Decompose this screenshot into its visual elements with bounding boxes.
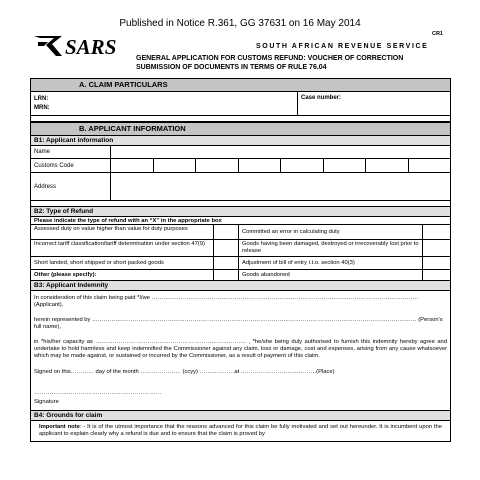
- address-row: [31, 173, 450, 201]
- b2-header: B2: Type of Refund: [31, 207, 450, 217]
- customs-code-cells: [111, 159, 450, 172]
- refund-row: [31, 240, 450, 257]
- refund-option-checkbox[interactable]: [423, 257, 450, 269]
- refund-row: [31, 270, 450, 281]
- customs-code-cell[interactable]: [324, 159, 367, 172]
- signature-line: …………………………………………………………: [34, 390, 162, 396]
- application-form: [30, 78, 451, 442]
- address-label: Address: [31, 173, 111, 200]
- refund-option-label: Committed an error in calculating duty: [239, 225, 423, 239]
- name-row: [31, 146, 450, 159]
- refund-option-checkbox[interactable]: [214, 257, 239, 269]
- refund-option-checkbox[interactable]: [423, 225, 450, 239]
- customs-code-row: [31, 159, 450, 173]
- refund-option-label: Assessed duty on value higher than value for duty purposes: [31, 225, 214, 239]
- refund-option-checkbox[interactable]: [423, 270, 450, 280]
- section-a-header: A. CLAIM PARTICULARS: [31, 79, 450, 92]
- address-field[interactable]: [111, 173, 450, 200]
- indemnity-representative-line: herein represented by …………………………………………………………………………………………………………………………………………………… (Person’s full name),: [34, 317, 443, 330]
- form-title: [136, 55, 456, 72]
- refund-option-checkbox[interactable]: [423, 240, 450, 256]
- b1-header: B1: Applicant information: [31, 136, 450, 146]
- refund-option-checkbox[interactable]: [214, 270, 239, 280]
- refund-option-label: Short landed, short shipped or short packed goods: [31, 257, 214, 269]
- refund-instruction: Please indicate the type of refund with an “X” in the appropriate box: [31, 217, 450, 225]
- b3-header: B3: Applicant Indemnity: [31, 281, 450, 291]
- refund-option-label: Goods having been damaged, destroyed or irrecoverably lost prior to release: [239, 240, 423, 256]
- customs-code-cell[interactable]: [409, 159, 451, 172]
- signed-on-line: Signed on this………… day of the month ………………… (ccyy) ………………at …………………………………(Place): [34, 369, 335, 375]
- customs-code-cell[interactable]: [196, 159, 239, 172]
- indemnity-text: [31, 291, 450, 411]
- sars-logo: [32, 32, 128, 58]
- mrn-label[interactable]: MRN:: [34, 105, 50, 111]
- name-field[interactable]: [111, 146, 450, 158]
- customs-code-cell[interactable]: [111, 159, 154, 172]
- customs-code-cell[interactable]: [154, 159, 197, 172]
- section-b-header: B. APPLICANT INFORMATION: [31, 122, 450, 136]
- refund-option-label: Incorrect tariff classification/tariff determination under section 47(9): [31, 240, 214, 256]
- refund-row: [31, 225, 450, 240]
- b4-header: B4: Grounds for claim: [31, 411, 450, 421]
- customs-code-cell[interactable]: [239, 159, 282, 172]
- lrn-label[interactable]: LRN:: [34, 96, 49, 102]
- important-note-label: Important note: [39, 424, 80, 430]
- notice-text: Published in Notice R.361, GG 37631 on 16 May 2014: [119, 18, 361, 29]
- organisation-name: SOUTH AFRICAN REVENUE SERVICE: [256, 43, 429, 50]
- important-note-text: : - It is of the utmost importance that the reasons advanced for this claim be fully motivated and set out hereunder. It is incumbent upon the applicant to explain clearly why a refund is due and to ensure that the claim is proved by: [39, 424, 442, 437]
- customs-code-label: Customs Code: [31, 159, 111, 172]
- name-label: Name: [31, 146, 111, 158]
- form-title-line1: GENERAL APPLICATION FOR CUSTOMS REFUND: VOUCHER OF CORRECTION: [136, 55, 404, 62]
- refund-option-label: Other (please specify):: [31, 270, 214, 280]
- document-code: CR1: [431, 31, 443, 37]
- refund-option-label: Adjustment of bill of entry i.t.o. section 40(3): [239, 257, 423, 269]
- claim-particulars: [31, 92, 450, 116]
- logo-text: SARS: [65, 35, 117, 58]
- indemnity-paragraph: in *his/her capacity as …………………………………………………………………… , *he/she being duly authorised to furnish this indemnity hereby agree and undertake to hold harmless and keep indemnified the Commissioner against any claim, loss or damage, cost and expenses, arising from any cause whatsoever which may be made against, or sustained or incurred by the Commissioner, as a result of payment of this claim.: [34, 339, 447, 359]
- refund-option-checkbox[interactable]: [214, 225, 239, 239]
- case-number-field[interactable]: Case number:: [301, 95, 342, 101]
- customs-code-cell[interactable]: [281, 159, 324, 172]
- customs-code-cell[interactable]: [366, 159, 409, 172]
- refund-option-checkbox[interactable]: [214, 240, 239, 256]
- refund-option-label: Goods abandoned: [239, 270, 423, 280]
- form-title-line2: SUBMISSION OF DOCUMENTS IN TERMS OF RULE 76.04: [136, 63, 327, 71]
- signature-label: Signature: [34, 399, 59, 405]
- refund-row: [31, 257, 450, 270]
- grounds-note: [31, 421, 450, 441]
- indemnity-applicant-line: In consideration of this claim being paid *I/we ………………………………………………………………………………………………………………………… (Applicant),: [34, 295, 419, 308]
